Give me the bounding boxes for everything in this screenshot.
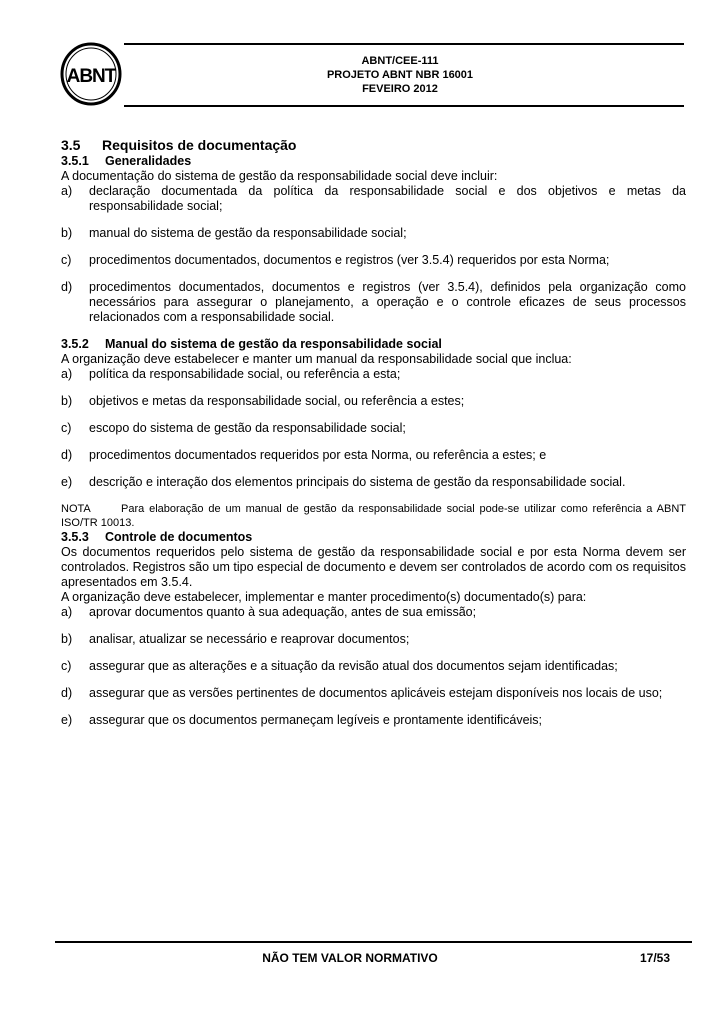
list-item: d) procedimentos documentados, documentos e registros (ver 3.5.4), definidos pela organização como necessários para assegurar o planejamento, a operação e o controle eficazes de seus processos relacionados com a responsabilidade social. — [61, 280, 686, 324]
list-item: a) declaração documentada da política da responsabilidade social e dos objetivos e metas da responsabilidade social; — [61, 184, 686, 213]
list-item: d) procedimentos documentados requeridos por esta Norma, ou referência a estes; e — [61, 448, 547, 462]
subsection-heading-3-5-2: 3.5.2 Manual do sistema de gestão da responsabilidade social — [61, 337, 442, 351]
list-item: b) manual do sistema de gestão da responsabilidade social; — [61, 226, 407, 240]
footer-disclaimer: NÃO TEM VALOR NORMATIVO — [262, 951, 438, 965]
subsection-heading-3-5-3: 3.5.3 Controle de documentos — [61, 530, 253, 544]
list-item: c) assegurar que as alterações e a situação da revisão atual dos documentos sejam identificadas; — [61, 659, 618, 673]
logo-text: ABNT — [66, 66, 116, 87]
note: NOTA Para elaboração de um manual de gestão da responsabilidade social pode-se utilizar como referência a ABNT ISO/TR 10013. — [61, 503, 686, 529]
paragraph: A organização deve estabelecer, implementar e manter procedimento(s) documentado(s) para: — [61, 590, 587, 604]
standard-title: PROJETO ABNT NBR 16001 — [326, 69, 474, 81]
paragraph: A organização deve estabelecer e manter um manual da responsabilidade social que inclua: — [61, 352, 572, 366]
abnt-logo — [60, 42, 122, 106]
list-item: c) procedimentos documentados, documentos e registros (ver 3.5.4) requeridos por esta Norma; — [61, 253, 610, 267]
list-item: d) assegurar que as versões pertinentes de documentos aplicáveis estejam disponíveis nos locais de uso; — [61, 686, 663, 700]
header-rule-top — [124, 43, 684, 45]
footer-rule — [55, 941, 692, 943]
list-item: b) objetivos e metas da responsabilidade social, ou referência a estes; — [61, 394, 465, 408]
header-rule-bottom — [124, 105, 684, 107]
section-heading: 3.5 Requisitos de documentação — [61, 137, 297, 153]
page-number: 17/53 — [640, 951, 671, 965]
list-item: e) assegurar que os documentos permaneçam legíveis e prontamente identificáveis; — [61, 713, 543, 727]
list-item: c) escopo do sistema de gestão da responsabilidade social; — [61, 421, 406, 435]
publication-date: FEVEIRO 2012 — [362, 83, 438, 95]
header-block — [300, 54, 500, 96]
subsection-heading-3-5-1: 3.5.1 Generalidades — [61, 154, 192, 168]
committee-code: ABNT/CEE-111 — [361, 55, 439, 67]
document-body — [61, 137, 686, 740]
list-item: b) analisar, atualizar se necessário e reaprovar documentos; — [61, 632, 410, 646]
paragraph: Os documentos requeridos pelo sistema de gestão da responsabilidade social e por esta Norma devem ser controlados. Registros são um tipo especial de documento e devem ser controlados de acordo com os requisitos apresentados em 3.5.4. — [61, 545, 686, 589]
list-item: a) aprovar documentos quanto à sua adequação, antes de sua emissão; — [61, 605, 477, 619]
list-item: a) política da responsabilidade social, ou referência a esta; — [61, 367, 401, 381]
paragraph: A documentação do sistema de gestão da responsabilidade social deve incluir: — [61, 169, 498, 183]
list-item: e) descrição e interação dos elementos principais do sistema de gestão da responsabilidade social. — [61, 475, 626, 489]
